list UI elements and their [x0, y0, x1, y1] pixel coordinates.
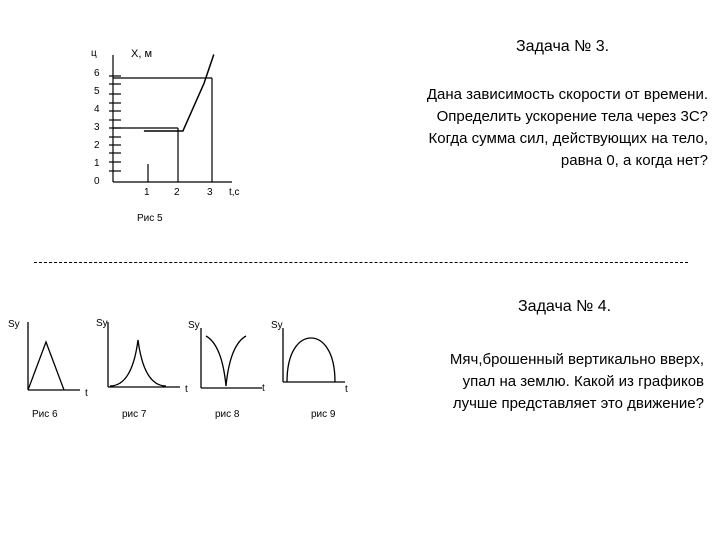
graph6-x-label: t — [85, 388, 88, 399]
graph9-curve — [287, 338, 335, 382]
problem4-line-1: Мяч,брошенный вертикально вверх, — [449, 351, 704, 368]
graph5-y-tick-label: 1 — [94, 158, 100, 169]
graph5-caption: Рис 5 — [137, 213, 163, 224]
graph5-y-tick-label: 3 — [94, 122, 100, 133]
graph7-x-label: t — [185, 384, 188, 395]
graph9-y-label: Sy — [271, 320, 283, 331]
graph6-caption: Рис 6 — [32, 409, 58, 420]
graph5-y-tick-label: 0 — [94, 176, 100, 187]
graph8 — [201, 328, 262, 388]
graph5-y-tick-label: 5 — [94, 86, 100, 97]
graph9-x-label: t — [345, 384, 348, 395]
problem4-line-3: лучше представляет это движение? — [452, 395, 704, 412]
graph7 — [108, 322, 180, 387]
graph5-x-tick-label: 1 — [144, 187, 150, 198]
problem3-line-3: Когда сумма сил, действующих на тело, — [428, 130, 708, 147]
graph8-y-label: Sy — [188, 320, 200, 331]
graph5-corner-mark: ц — [91, 48, 97, 59]
graph5-y-tick-label: 4 — [94, 104, 100, 115]
graph5-y-tick-label: 6 — [94, 68, 100, 79]
graph6-y-label: Sy — [8, 319, 20, 330]
graph8-caption: рис 8 — [215, 409, 240, 420]
graph7-y-label: Sy — [96, 318, 108, 329]
graph5-y-tick-label: 2 — [94, 140, 100, 151]
graph7-caption: рис 7 — [122, 409, 147, 420]
graph6-curve — [28, 342, 64, 390]
graph5-x-tick-label: 2 — [174, 187, 180, 198]
graph9-caption: рис 9 — [311, 409, 336, 420]
problem3-title: Задача № 3. — [516, 38, 610, 55]
graph7-curve — [110, 340, 166, 386]
graph8-curve — [206, 336, 246, 386]
problem4-title: Задача № 4. — [518, 298, 612, 315]
problem3-line-1: Дана зависимость скорости от времени. — [426, 86, 708, 103]
graph5-x-tick-label: 3 — [207, 187, 213, 198]
graph5-x-axis-label: t,c — [229, 187, 240, 198]
problem4-line-2: упал на землю. Какой из графиков — [462, 373, 704, 390]
problem3-line-4: равна 0, а когда нет? — [560, 152, 708, 169]
graph9 — [283, 328, 345, 382]
graph8-x-label: t — [262, 383, 265, 394]
problem3-line-2: Определить ускорение тела через 3С? — [436, 108, 708, 125]
graph5-y-axis-label: Х, м — [131, 48, 153, 60]
graph6 — [28, 322, 80, 390]
